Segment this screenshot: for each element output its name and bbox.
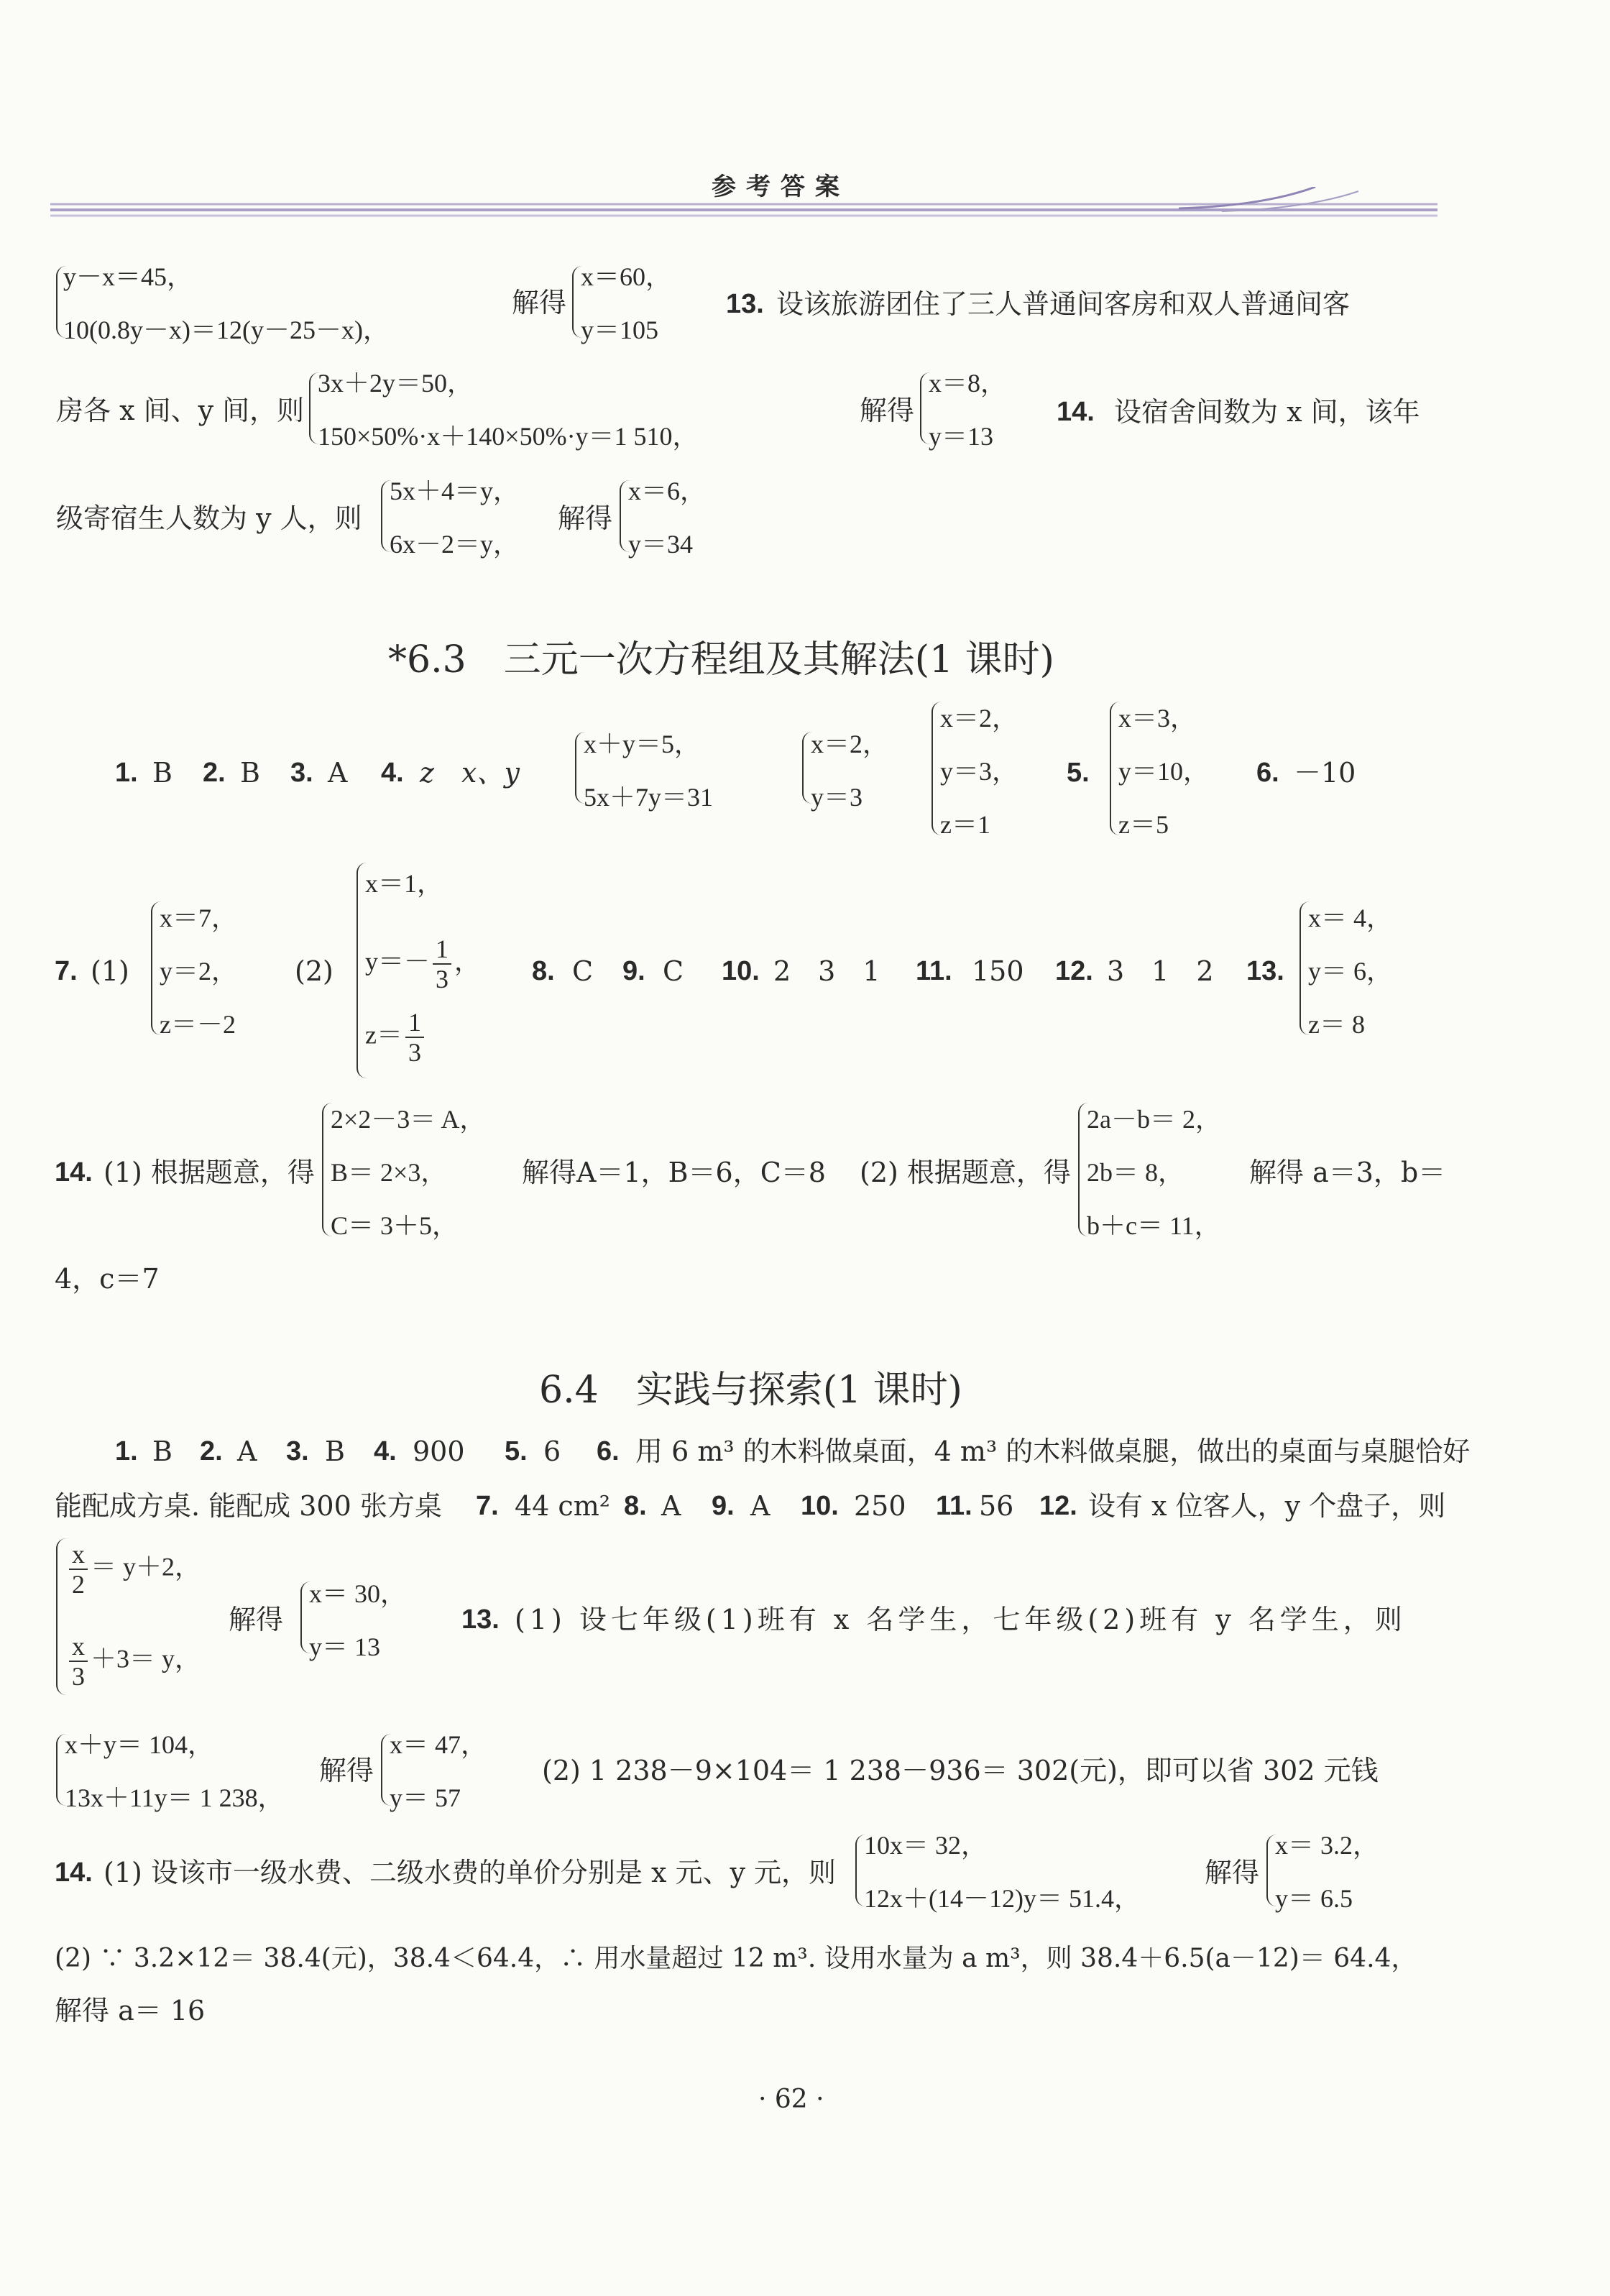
answer-value: 6	[543, 1436, 561, 1467]
solved-word: 解得	[558, 502, 613, 534]
denominator: 3	[72, 1662, 85, 1691]
question-number: 14.	[55, 1157, 93, 1188]
equation-line: 13x＋11y＝ 1 238，	[65, 1783, 284, 1812]
equation-line: 150×50%·x＋140×50%·y＝1 510，	[318, 422, 699, 451]
equation-line: b＋c＝ 11，	[1087, 1211, 1220, 1240]
solution-line: y＝ 57	[390, 1783, 461, 1812]
equation-line: 6x－2＝y，	[390, 530, 520, 559]
equation-line: 10(0.8y－x)＝12(y－25－x)，	[63, 316, 389, 344]
equation-line: 2b＝ 8，	[1087, 1158, 1184, 1187]
answer-text: (2) 根据题意，得	[860, 1157, 1071, 1188]
brace	[56, 1538, 66, 1695]
solution-line: y＝13	[929, 422, 994, 451]
solution-line: x＝ 30，	[309, 1579, 407, 1608]
question-number: 2.	[203, 758, 226, 788]
answer-value: A	[750, 1490, 770, 1522]
answer-value: －10	[1294, 757, 1356, 789]
question-number: 7.	[476, 1491, 499, 1521]
equation-line: x＋y＝5，	[584, 730, 701, 758]
equation-line: y＝3，	[940, 757, 1018, 786]
equation-line	[66, 1632, 201, 1691]
answer-value: A	[237, 1436, 257, 1467]
answer-text: 用 6 m³ 的木料做桌面，4 m³ 的木料做桌腿，做出的桌面与桌腿恰好	[635, 1436, 1471, 1467]
header-title: 参考答案	[712, 173, 850, 201]
equation-line	[365, 935, 480, 993]
question-number: 12.	[1055, 956, 1093, 986]
equation-line: C＝ 3＋5，	[331, 1211, 459, 1240]
answer-value: B	[240, 757, 260, 789]
answer-text: 级寄宿生人数为 y 人，则	[56, 502, 362, 534]
equation-line: z＝1	[940, 810, 990, 839]
solution-line: y＝34	[628, 530, 694, 559]
equation-line: x＝ 4，	[1308, 904, 1393, 932]
question-number: 7.	[55, 956, 78, 986]
solution-line: x＝8，	[929, 369, 1007, 398]
solution-line: x＝ 3.2，	[1275, 1831, 1379, 1860]
equation-line: z＝5	[1118, 810, 1169, 839]
answer-text: 房各 x 间、y 间，则	[56, 395, 305, 426]
answer-text: 解得 a＝3，b＝	[1249, 1157, 1446, 1188]
denominator: 2	[72, 1570, 85, 1599]
equation-line: z＝ 8	[1308, 1010, 1365, 1039]
answer-value: z x、y	[420, 757, 520, 789]
answer-value: 3 1 2	[1107, 955, 1214, 987]
answer-value: C	[572, 955, 594, 987]
solution-line: y＝ 13	[309, 1633, 381, 1661]
answer-text: (2) 1 238－9×104＝ 1 238－936＝ 302(元)，即可以省 302 元钱	[542, 1755, 1379, 1786]
equation-part: y＝－	[365, 947, 431, 976]
part-label: (1)	[91, 955, 129, 987]
question-number: 12.	[1039, 1491, 1077, 1521]
answer-text: 设该旅游团住了三人普通间客房和双人普通间客	[776, 288, 1351, 320]
question-number: 6.	[1256, 758, 1279, 788]
answer-value: B	[325, 1436, 345, 1467]
solved-word: 解得	[860, 395, 915, 426]
equation-part: ＝ y＋2，	[91, 1552, 201, 1581]
answer-text: (1) 设该市一级水费、二级水费的单价分别是 x 元、y 元，则	[104, 1857, 837, 1888]
question-number: 2.	[200, 1436, 223, 1466]
question-number: 1.	[115, 1436, 138, 1466]
answer-value: 56	[979, 1490, 1014, 1522]
equation-line: 5x＋7y＝31	[584, 783, 714, 812]
denominator: 3	[436, 965, 449, 993]
numerator: x	[69, 1632, 88, 1662]
solved-word: 解得	[229, 1604, 284, 1635]
answer-value: 44 cm²	[515, 1490, 610, 1522]
question-number: 8.	[624, 1491, 647, 1521]
answer-value: 250	[854, 1490, 906, 1522]
solved-word: 解得	[1205, 1857, 1260, 1888]
question-number: 13.	[1246, 956, 1284, 986]
fraction	[69, 1632, 88, 1691]
equation-line: 2a－b＝ 2，	[1087, 1105, 1221, 1134]
numerator: 1	[405, 1008, 424, 1038]
equation-line: y＝2，	[160, 957, 238, 986]
question-number: 10.	[722, 956, 760, 986]
question-number: 3.	[286, 1436, 309, 1466]
question-number: 13.	[726, 289, 764, 319]
equation-line: x＝2，	[940, 704, 1018, 733]
equation-line: x＝1，	[365, 869, 443, 898]
solution-line: y＝ 6.5	[1275, 1884, 1353, 1913]
fraction	[69, 1540, 88, 1599]
equation-line: 3x＋2y＝50，	[318, 369, 474, 398]
question-number: 14.	[1057, 397, 1095, 427]
equation-line: 5x＋4＝y，	[390, 477, 520, 505]
equation-line: 10x＝ 32，	[864, 1831, 988, 1860]
answer-value: 150	[972, 955, 1024, 987]
equation-line	[66, 1540, 201, 1599]
denominator: 3	[408, 1038, 421, 1067]
question-number: 13.	[461, 1604, 500, 1635]
question-number: 14.	[55, 1858, 93, 1888]
section-title-6-4: 6.4 实践与探索(1 课时)	[539, 1369, 962, 1412]
equation-line: B＝ 2×3，	[331, 1158, 447, 1187]
answer-text: 设宿舍间数为 x 间，该年	[1114, 396, 1420, 428]
question-number: 1.	[115, 758, 138, 788]
question-number: 4.	[374, 1436, 397, 1466]
equation-part: ，	[454, 947, 481, 976]
equation-line: x＋y＝ 104，	[65, 1730, 214, 1759]
header-decoration	[43, 187, 1481, 237]
fraction	[433, 935, 451, 993]
question-number: 5.	[1067, 758, 1090, 788]
part-label: (2)	[295, 955, 334, 987]
page-number: · 62 ·	[758, 2085, 824, 2114]
fraction	[405, 1008, 424, 1067]
equation-part: ＋3＝ y，	[91, 1644, 201, 1673]
answer-value: 2 3 1	[773, 955, 880, 987]
question-number: 9.	[622, 956, 645, 986]
equation-line: 2×2－3＝ A，	[331, 1105, 486, 1134]
question-number: 10.	[801, 1491, 839, 1521]
solved-word: 解得	[319, 1755, 374, 1786]
question-number: 5.	[505, 1436, 528, 1466]
answer-value: B	[152, 757, 172, 789]
equation-line: y＝ 6，	[1308, 957, 1393, 986]
numerator: x	[69, 1540, 88, 1570]
question-number: 3.	[290, 758, 313, 788]
answer-text: (1) 根据题意，得	[104, 1157, 315, 1188]
answer-value: A	[661, 1490, 681, 1522]
answer-text: 设有 x 位客人，y 个盘子，则	[1088, 1490, 1446, 1522]
equation-line: x＝2，	[811, 730, 889, 758]
solution-line: x＝60，	[581, 262, 672, 291]
equation-line: x＝3，	[1118, 704, 1197, 733]
numerator: 1	[433, 935, 451, 965]
solution-line: x＝6，	[628, 477, 707, 505]
equation-line: y＝10，	[1118, 757, 1210, 786]
answer-text: 4，c＝7	[55, 1263, 160, 1295]
answer-text: 能配成方桌. 能配成 300 张方桌	[55, 1490, 442, 1522]
section-title-6-3: *6.3 三元一次方程组及其解法(1 课时)	[388, 638, 1054, 681]
answer-text: 解得 a＝ 16	[55, 1995, 206, 2026]
answer-value: B	[152, 1436, 172, 1467]
equation-line: x＝7，	[160, 904, 238, 932]
answer-text: (2) ∵ 3.2×12＝ 38.4(元)，38.4＜64.4，∴ 用水量超过 12 m³. 设用水量为 a m³，则 38.4＋6.5(a－12)＝ 64.4，	[55, 1944, 1417, 1973]
answer-value: A	[328, 757, 348, 789]
answer-value: 900	[413, 1436, 465, 1467]
solved-word: 解得	[512, 287, 567, 318]
answer-text: 解得A＝1，B＝6，C＝8	[522, 1157, 826, 1188]
answer-value: C	[663, 955, 684, 987]
question-number: 4.	[381, 758, 404, 788]
question-number: 11.	[916, 956, 952, 986]
question-number: 9.	[712, 1491, 735, 1521]
equation-line: y－x＝45，	[63, 262, 193, 291]
equation-line: 12x＋(14－12)y＝ 51.4，	[864, 1884, 1140, 1913]
solution-line: y＝105	[581, 316, 659, 344]
equation-line	[365, 1008, 427, 1067]
question-number: 8.	[532, 956, 555, 986]
question-number: 6.	[597, 1436, 620, 1466]
equation-line: z＝－2	[160, 1010, 236, 1039]
equation-line: y＝3	[811, 783, 863, 812]
solution-line: x＝ 47，	[390, 1730, 487, 1759]
question-number: 11.	[936, 1491, 972, 1521]
equation-part: z＝	[365, 1020, 402, 1050]
answer-text: (1) 设七年级(1)班有 x 名学生，七年级(2)班有 y 名学生，则	[515, 1604, 1407, 1635]
